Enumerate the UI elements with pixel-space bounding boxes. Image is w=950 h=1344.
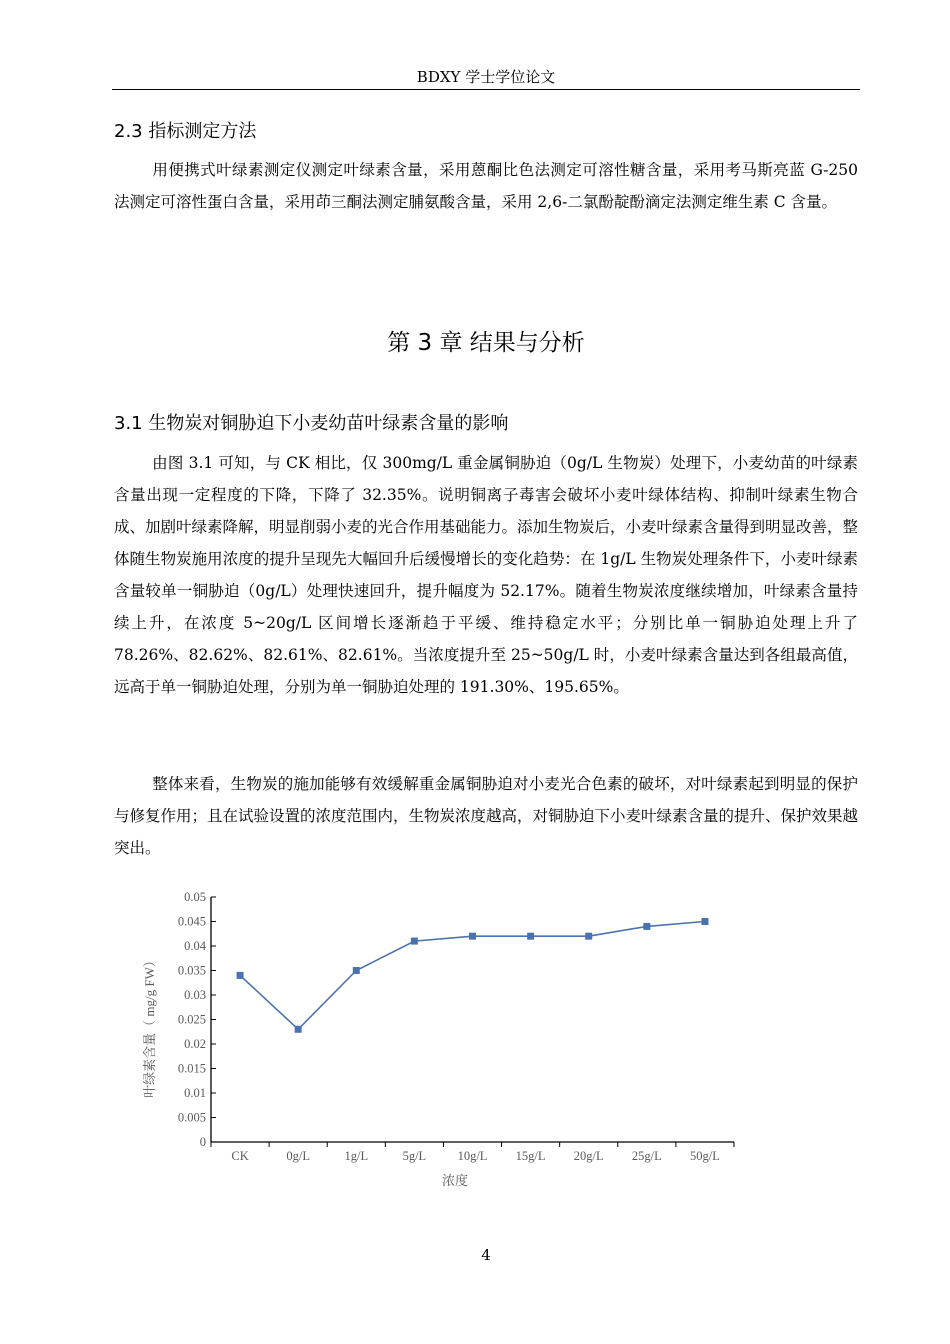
y-tick-label: 0.03: [184, 988, 206, 1002]
header-rule: [112, 89, 860, 90]
x-axis: [211, 1142, 734, 1163]
data-point: [701, 918, 708, 925]
series-layer: [237, 918, 709, 1033]
x-tick-label: 20g/L: [573, 1149, 604, 1163]
x-tick-label: 25g/L: [631, 1149, 662, 1163]
section-3-1-paragraph-2: [114, 768, 858, 864]
y-axis-title: 叶绿素含量（ mg/g FW）: [142, 954, 157, 1098]
y-tick-label: 0.015: [177, 1061, 206, 1076]
y-tick-label: 0.025: [177, 1012, 206, 1027]
x-tick-label: CK: [231, 1149, 249, 1163]
page-number: 4: [481, 1246, 491, 1264]
chapter-heading: 第 3 章 结果与分析: [387, 330, 585, 356]
x-tick-label: 1g/L: [344, 1149, 369, 1163]
y-tick-label: 0.045: [177, 914, 206, 929]
y-tick-label: 0: [199, 1135, 206, 1149]
chlorophyll-line-chart: [130, 880, 750, 1200]
section-heading-3-1: 3.1 生物炭对铜胁迫下小麦幼苗叶绿素含量的影响: [114, 413, 509, 434]
section-2-3-text: 用便携式叶绿素测定仪测定叶绿素含量，采用蒽酮比色法测定可溶性糖含量，采用考马斯亮蓝 G-250 法测定可溶性蛋白含量，采用茚三酮法测定脯氨酸含量，采用 2,6-二氯酚靛酚滴定法测定维生素 C 含量。: [114, 161, 858, 211]
data-point: [353, 967, 360, 974]
figure-chlorophyll-chart: [130, 880, 750, 1204]
running-header: BDXY 学士学位论文: [416, 68, 556, 86]
data-point: [295, 1026, 302, 1033]
data-point: [411, 938, 418, 945]
data-point: [643, 923, 650, 930]
x-tick-label: 0g/L: [286, 1149, 310, 1163]
data-point: [237, 972, 244, 979]
paragraph-1-text: 由图 3.1 可知，与 CK 相比，仅 300mg/L 重金属铜胁迫（0g/L 生物炭）处理下，小麦幼苗的叶绿素含量出现一定程度的下降，下降了 32.35%。说明铜离子毒害会破坏小麦叶绿体结构、抑制叶绿素生物合成、加剧叶绿素降解，明显削弱小麦的光合作用基础能力。添加生物炭后，小麦叶绿素含量得到明显改善，整体随生物炭施用浓度的提升呈现先大幅回升后缓慢增长的变化趋势：在 1g/L 生物炭处理条件下，小麦叶绿素含量较单一铜胁迫（0g/L）处理快速回升，提升幅度为 52.17%。随着生物炭浓度继续增加，叶绿素含量持续上升，在浓度 5~20g/L 区间增长逐渐趋于平缓、维持稳定水平；分别比单一铜胁迫处理上升了 78.26%、82.62%、82.61%、82.61%。当浓度提升至 25~50g/L 时，小麦叶绿素含量达到各组最高值，远高于单一铜胁迫处理，分别为单一铜胁迫处理的 191.30%、195.65%。: [114, 454, 859, 696]
paragraph-2-text: 整体来看，生物炭的施加能够有效缓解重金属铜胁迫对小麦光合色素的破坏，对叶绿素起到明显的保护与修复作用；且在试验设置的浓度范围内，生物炭浓度越高，对铜胁迫下小麦叶绿素含量的提升、保护效果越突出。: [114, 775, 859, 857]
y-axis: [178, 890, 216, 1149]
y-tick-label: 0.04: [184, 939, 206, 953]
x-axis-title: 浓度: [441, 1173, 469, 1188]
section-3-1-paragraph-1: [114, 447, 858, 703]
y-tick-label: 0.005: [177, 1110, 206, 1125]
y-tick-label: 0.035: [177, 963, 206, 978]
section-2-3-body: [114, 154, 858, 218]
data-point: [469, 933, 476, 940]
data-point: [585, 933, 592, 940]
y-tick-label: 0.05: [184, 890, 206, 904]
data-point: [527, 933, 534, 940]
section-heading-2-3: 2.3 指标测定方法: [114, 121, 257, 142]
y-tick-label: 0.02: [184, 1037, 206, 1051]
x-tick-label: 10g/L: [457, 1149, 488, 1163]
y-tick-label: 0.01: [184, 1086, 206, 1100]
x-tick-label: 15g/L: [515, 1149, 546, 1163]
x-tick-label: 5g/L: [402, 1149, 427, 1163]
x-tick-label: 50g/L: [690, 1149, 720, 1163]
